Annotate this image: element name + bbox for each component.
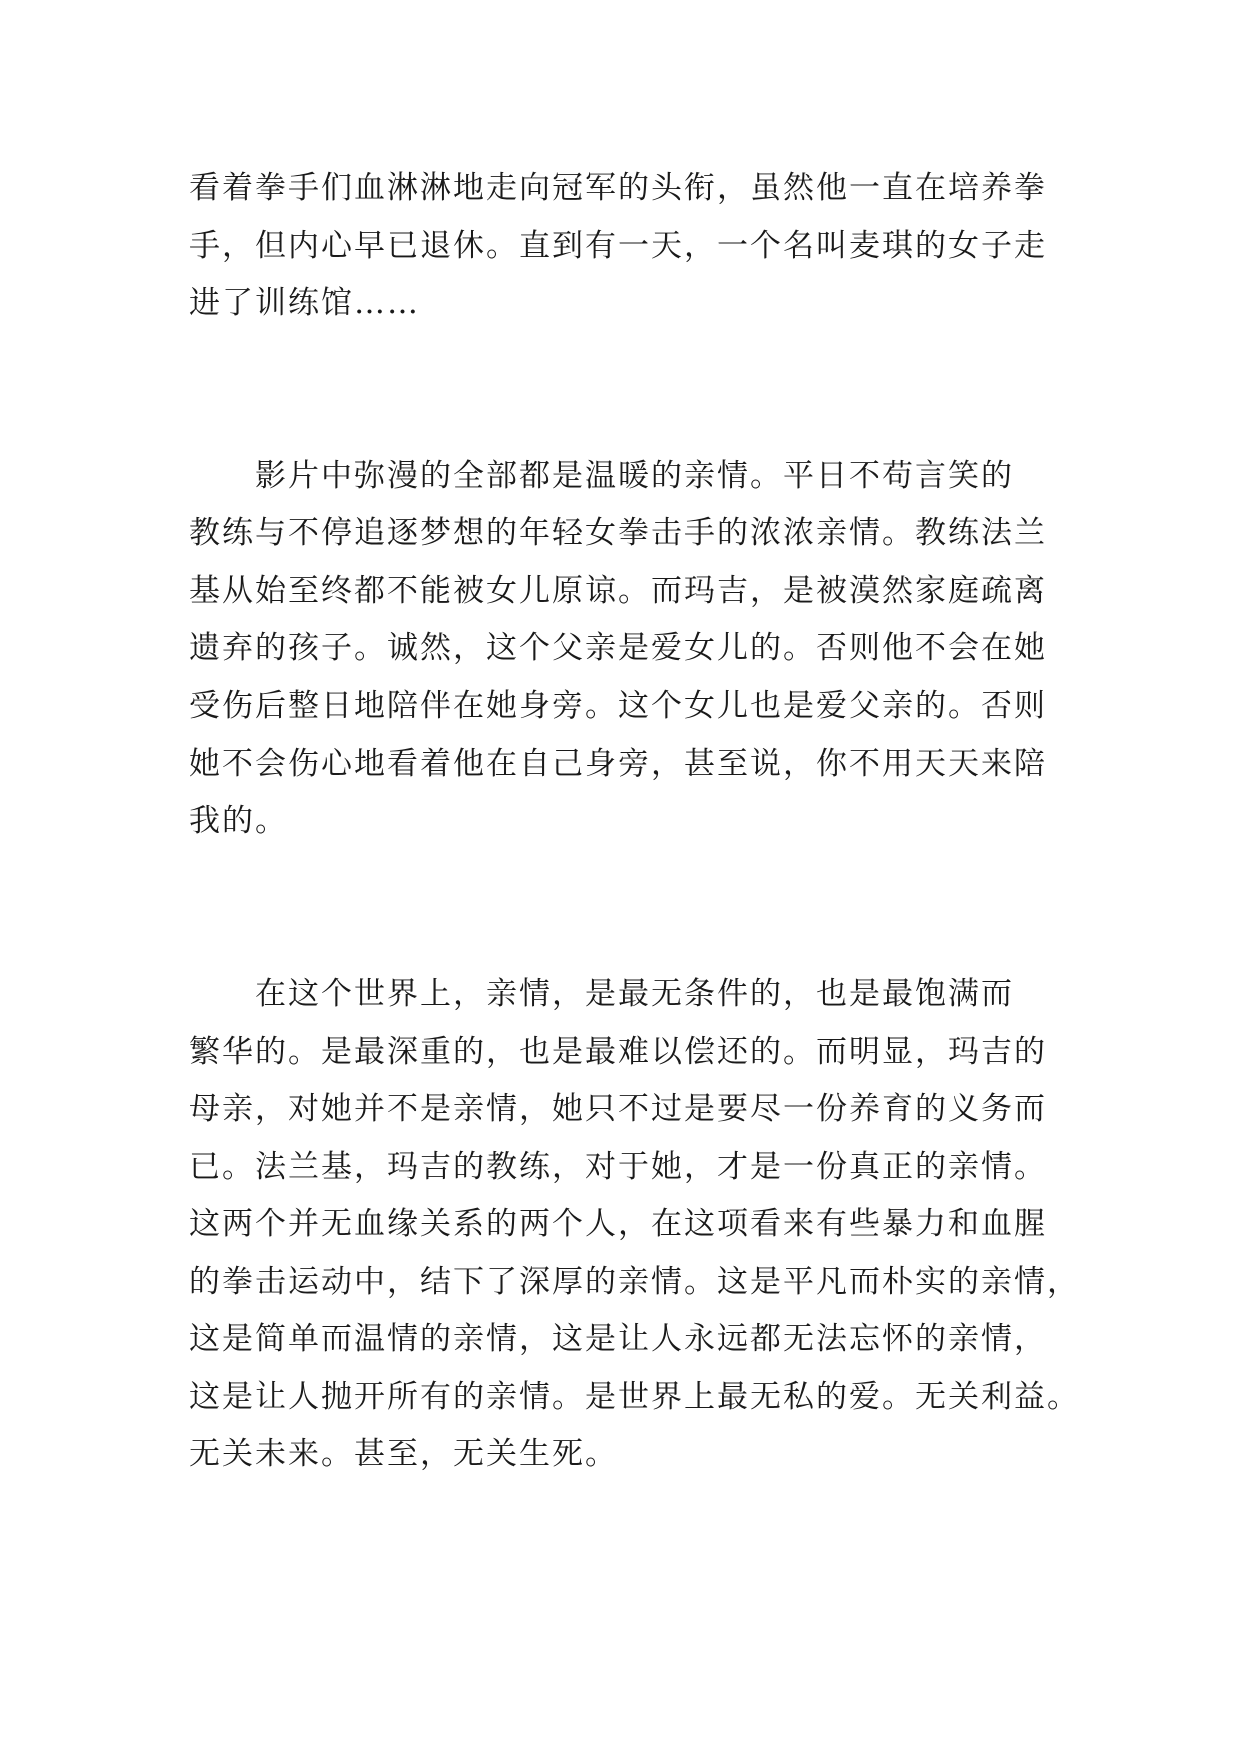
paragraph-1-line-3: 进了训练馆…… (189, 285, 420, 321)
paragraph-2-line-5: 受伤后整日地陪伴在她身旁。这个女儿也是爱父亲的。否则 (189, 688, 1047, 724)
paragraph-3-line-5: 这两个并无血缘关系的两个人，在这项看来有些暴力和血腥 (189, 1206, 1047, 1242)
paragraph-3-line-6: 的拳击运动中，结下了深厚的亲情。这是平凡而朴实的亲情， (189, 1264, 1080, 1300)
paragraph-3-line-8: 这是让人抛开所有的亲情。是世界上最无私的爱。无关利益。 (189, 1379, 1080, 1415)
paragraph-3-line-1: 在这个世界上，亲情，是最无条件的，也是最饱满而 (189, 976, 1014, 1012)
paragraph-3-line-4: 已。法兰基，玛吉的教练，对于她，才是一份真正的亲情。 (189, 1149, 1047, 1185)
paragraph-3-line-3: 母亲，对她并不是亲情，她只不过是要尽一份养育的义务而 (189, 1091, 1047, 1127)
paragraph-2-line-4: 遗弃的孩子。诚然，这个父亲是爱女儿的。否则他不会在她 (189, 630, 1047, 666)
paragraph-1-line-2: 手，但内心早已退休。直到有一天，一个名叫麦琪的女子走 (189, 228, 1047, 264)
paragraph-3-line-7: 这是简单而温情的亲情，这是让人永远都无法忘怀的亲情， (189, 1321, 1047, 1357)
paragraph-2-line-6: 她不会伤心地看着他在自己身旁，甚至说，你不用天天来陪 (189, 746, 1047, 782)
paragraph-2-line-7: 我的。 (189, 803, 288, 839)
paragraph-2-line-2: 教练与不停追逐梦想的年轻女拳击手的浓浓亲情。教练法兰 (189, 515, 1047, 551)
paragraph-3-line-9: 无关未来。甚至，无关生死。 (189, 1436, 618, 1472)
paragraph-2-line-1: 影片中弥漫的全部都是温暖的亲情。平日不苟言笑的 (189, 458, 1014, 494)
paragraph-2-line-3: 基从始至终都不能被女儿原谅。而玛吉，是被漠然家庭疏离 (189, 573, 1047, 609)
paragraph-3-line-2: 繁华的。是最深重的，也是最难以偿还的。而明显，玛吉的 (189, 1034, 1047, 1070)
paragraph-1-line-1: 看着拳手们血淋淋地走向冠军的头衔，虽然他一直在培养拳 (189, 170, 1047, 206)
